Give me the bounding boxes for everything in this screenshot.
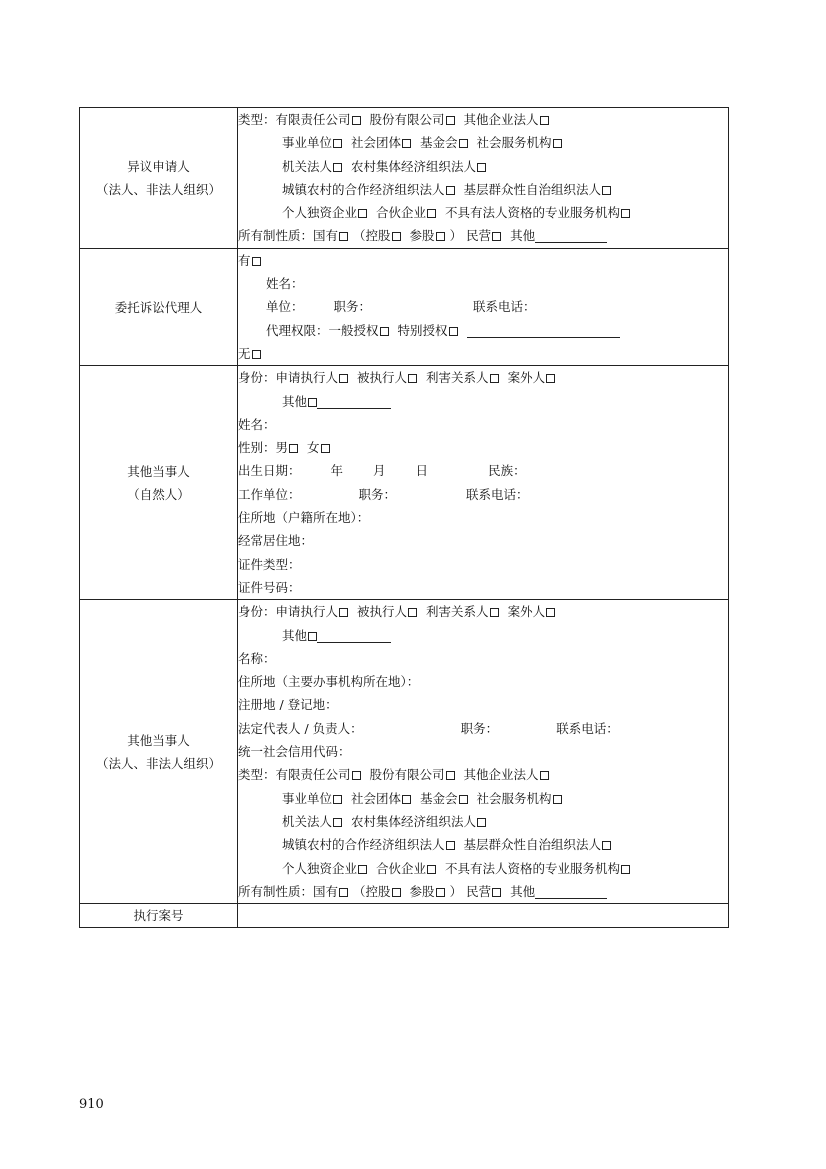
- person-domicile: 住所地（户籍所在地）：: [238, 510, 370, 526]
- ownership-state: 国有: [313, 883, 339, 899]
- checkbox[interactable]: [540, 771, 549, 780]
- agent-unit-row: [238, 295, 728, 318]
- identity-other: 其他: [282, 627, 308, 643]
- identity-option: 案外人: [508, 370, 561, 385]
- type-option: 机关法人: [282, 159, 347, 174]
- org-domicile: 住所地（主要办事机构所在地）：: [238, 674, 420, 690]
- type-option: 有限责任公司: [276, 767, 366, 782]
- org-type-row-4: [238, 857, 728, 880]
- applicant-type-row-4: [238, 201, 728, 224]
- checkbox[interactable]: [339, 608, 348, 617]
- type-option: 股份有限公司: [370, 112, 460, 127]
- ownership-private: 民营: [466, 228, 492, 244]
- ownership-prefix: 所有制性质：: [238, 228, 314, 244]
- checkbox[interactable]: [446, 186, 455, 195]
- person-id-number-row: [238, 576, 728, 599]
- type-option: 不具有法人资格的专业服务机构: [445, 861, 635, 876]
- org-type-row-2: [238, 810, 728, 833]
- type-option: 农村集体经济组织法人: [351, 814, 491, 829]
- identity-other-blank[interactable]: [317, 394, 391, 409]
- org-identity-row: [238, 600, 728, 623]
- agent-special: 特别授权: [397, 322, 448, 338]
- person-birth-row: [238, 459, 728, 482]
- objection-form-table: [79, 107, 729, 928]
- checkbox[interactable]: [308, 398, 317, 407]
- org-phone: 联系电话：: [556, 720, 619, 736]
- birth-month: 月: [373, 463, 386, 479]
- checkbox[interactable]: [333, 818, 342, 827]
- checkbox[interactable]: [459, 795, 468, 804]
- type-option: 机关法人: [282, 814, 347, 829]
- checkbox[interactable]: [436, 232, 445, 241]
- gender-prefix: 性别：: [238, 440, 276, 456]
- agent-authority-row: [238, 319, 728, 342]
- ownership-state: 国有: [313, 228, 339, 244]
- type-option: 个人独资企业: [282, 205, 372, 220]
- gender-female: 女: [307, 440, 320, 456]
- agent-name-row: [238, 272, 728, 295]
- applicant-org-content: [238, 108, 729, 249]
- type-option: 其他企业法人: [464, 767, 554, 782]
- id-number: 证件号码：: [238, 579, 301, 595]
- checkbox[interactable]: [553, 795, 562, 804]
- org-position: 职务：: [460, 720, 499, 736]
- checkbox[interactable]: [408, 374, 417, 383]
- identity-option: 被执行人: [357, 604, 422, 619]
- agent-content: [238, 248, 729, 365]
- type-option: 基金会: [420, 791, 473, 806]
- ownership-other-blank[interactable]: [535, 228, 607, 243]
- identity-prefix: 身份：: [238, 370, 276, 386]
- applicant-type-row-3: [238, 178, 728, 201]
- type-option: 农村集体经济组织法人: [351, 159, 491, 174]
- agent-yes-row: [238, 249, 728, 272]
- applicant-org-label: [80, 108, 238, 249]
- checkbox[interactable]: [333, 163, 342, 172]
- checkbox[interactable]: [621, 209, 630, 218]
- checkbox[interactable]: [289, 444, 298, 453]
- type-prefix: 类型：: [238, 767, 276, 783]
- org-type-row-3: [238, 833, 728, 856]
- party-person-label-line1: 其他当事人: [127, 463, 190, 479]
- party-person-label-line2: （自然人）: [127, 486, 190, 502]
- gender-male: 男: [275, 440, 289, 456]
- type-option: 社会服务机构: [477, 791, 567, 806]
- person-domicile-row: [238, 506, 728, 529]
- type-option: 基层群众性自治组织法人: [464, 182, 617, 197]
- checkbox[interactable]: [446, 116, 455, 125]
- ownership-minority: 参股: [409, 228, 435, 244]
- legal-rep: 法定代表人 / 负责人：: [238, 720, 363, 736]
- agent-position: 职务：: [333, 299, 372, 315]
- checkbox[interactable]: [459, 139, 468, 148]
- checkbox[interactable]: [477, 818, 486, 827]
- checkbox[interactable]: [449, 327, 458, 336]
- applicant-org-label-line1: 异议申请人: [127, 158, 190, 174]
- checkbox[interactable]: [352, 116, 361, 125]
- checkbox[interactable]: [352, 771, 361, 780]
- checkbox[interactable]: [436, 888, 445, 897]
- type-option: 城镇农村的合作经济组织法人: [282, 837, 460, 852]
- ownership-other-blank[interactable]: [535, 884, 607, 899]
- checkbox[interactable]: [540, 116, 549, 125]
- paren-open: （: [353, 883, 366, 899]
- paren-open: （: [353, 228, 366, 244]
- type-option: 事业单位: [282, 791, 347, 806]
- checkbox[interactable]: [446, 771, 455, 780]
- type-option: 城镇农村的合作经济组织法人: [282, 182, 460, 197]
- paren-close: ）: [449, 883, 463, 899]
- org-legal-rep-row: [238, 717, 728, 740]
- ethnicity: 民族：: [488, 463, 526, 479]
- identity-other: 其他: [282, 393, 308, 409]
- ownership-other: 其他: [510, 883, 536, 899]
- id-type: 证件类型：: [238, 556, 301, 572]
- org-identity-other-row: [238, 624, 728, 647]
- party-org-label: [80, 600, 238, 904]
- work-unit: 工作单位：: [238, 486, 301, 502]
- person-phone: 联系电话：: [466, 486, 529, 502]
- checkbox[interactable]: [402, 139, 411, 148]
- identity-option: 申请执行人: [276, 604, 354, 619]
- org-name: 名称：: [238, 650, 276, 666]
- org-credit-code-row: [238, 740, 728, 763]
- party-person-content: [238, 366, 729, 600]
- type-option: 事业单位: [282, 135, 347, 150]
- case-no-label: 执行案号: [80, 904, 238, 928]
- section-party-org: [80, 600, 729, 904]
- checkbox[interactable]: [492, 232, 501, 241]
- person-name: 姓名：: [238, 416, 276, 432]
- agent-general: 一般授权: [328, 322, 379, 338]
- checkbox[interactable]: [408, 608, 417, 617]
- type-option: 基层群众性自治组织法人: [464, 837, 617, 852]
- agent-no: 无: [238, 345, 251, 361]
- checkbox[interactable]: [602, 841, 611, 850]
- person-gender-row: [238, 436, 728, 459]
- checkbox[interactable]: [477, 163, 486, 172]
- agent-label: 委托诉讼代理人: [80, 248, 238, 365]
- person-position: 职务：: [358, 486, 397, 502]
- birth-day: 日: [415, 463, 429, 479]
- birth-year: 年: [330, 463, 344, 479]
- type-option: 基金会: [420, 135, 473, 150]
- party-org-label-line2: （法人、非法人组织）: [95, 755, 221, 771]
- org-registry-row: [238, 693, 728, 716]
- type-option: 合伙企业: [376, 205, 441, 220]
- checkbox[interactable]: [553, 139, 562, 148]
- type-option: 个人独资企业: [282, 861, 372, 876]
- checkbox[interactable]: [339, 374, 348, 383]
- applicant-type-row-1: [238, 131, 728, 154]
- ownership-holding: 控股: [365, 228, 391, 244]
- ownership-holding: 控股: [365, 883, 391, 899]
- type-option: 社会服务机构: [477, 135, 567, 150]
- checkbox[interactable]: [380, 327, 389, 336]
- section-case-no: [80, 904, 729, 928]
- org-type-row-1: [238, 787, 728, 810]
- checkbox[interactable]: [492, 888, 501, 897]
- checkbox[interactable]: [546, 374, 555, 383]
- applicant-ownership-row: [238, 224, 728, 247]
- org-ownership-row: [238, 880, 728, 903]
- case-no-field[interactable]: [238, 904, 729, 928]
- person-identity-other-row: [238, 390, 728, 413]
- person-identity-row: [238, 366, 728, 389]
- checkbox[interactable]: [308, 632, 317, 641]
- type-option: 社会团体: [351, 791, 416, 806]
- checkbox[interactable]: [546, 608, 555, 617]
- applicant-type-row-2: [238, 155, 728, 178]
- checkbox[interactable]: [490, 374, 499, 383]
- type-option: 合伙企业: [376, 861, 441, 876]
- agent-name: 姓名：: [266, 276, 304, 292]
- type-option: 社会团体: [351, 135, 416, 150]
- checkbox[interactable]: [321, 444, 330, 453]
- checkbox[interactable]: [358, 209, 367, 218]
- agent-phone: 联系电话：: [473, 299, 536, 315]
- credit-code: 统一社会信用代码：: [238, 744, 351, 760]
- checkbox[interactable]: [333, 139, 342, 148]
- party-person-label: [80, 366, 238, 600]
- agent-authority-blank[interactable]: [467, 323, 620, 338]
- agent-authority-prefix: 代理权限：: [266, 322, 329, 338]
- type-prefix: 类型：: [238, 112, 276, 127]
- identity-option: 利害关系人: [426, 604, 504, 619]
- person-residence: 经常居住地：: [238, 533, 314, 549]
- applicant-type-row-0: [238, 108, 728, 131]
- person-id-type-row: [238, 553, 728, 576]
- identity-other-blank[interactable]: [317, 628, 391, 643]
- checkbox[interactable]: [339, 232, 348, 241]
- party-org-label-line1: 其他当事人: [127, 732, 190, 748]
- checkbox[interactable]: [339, 888, 348, 897]
- agent-no-row: [238, 342, 728, 365]
- type-option: 股份有限公司: [370, 767, 460, 782]
- identity-prefix: 身份：: [238, 604, 276, 620]
- section-applicant-org: [80, 108, 729, 249]
- identity-option: 被执行人: [357, 370, 422, 385]
- checkbox[interactable]: [333, 795, 342, 804]
- birth-date: 出生日期：: [238, 463, 301, 479]
- checkbox[interactable]: [252, 350, 261, 359]
- type-option: 不具有法人资格的专业服务机构: [445, 205, 635, 220]
- agent-yes: 有: [238, 252, 251, 268]
- type-option: 其他企业法人: [464, 112, 554, 127]
- identity-option: 案外人: [508, 604, 561, 619]
- paren-close: ）: [449, 228, 463, 244]
- checkbox[interactable]: [427, 865, 436, 874]
- type-option: 有限责任公司: [276, 112, 366, 127]
- person-name-row: [238, 413, 728, 436]
- ownership-private: 民营: [466, 883, 492, 899]
- checkbox[interactable]: [490, 608, 499, 617]
- checkbox[interactable]: [446, 841, 455, 850]
- identity-option: 申请执行人: [276, 370, 354, 385]
- checkbox[interactable]: [392, 888, 401, 897]
- checkbox[interactable]: [358, 865, 367, 874]
- page-number: 910: [79, 1097, 104, 1112]
- org-registry: 注册地 / 登记地：: [238, 697, 338, 713]
- identity-option: 利害关系人: [426, 370, 504, 385]
- agent-unit: 单位：: [266, 299, 304, 315]
- checkbox[interactable]: [621, 865, 630, 874]
- applicant-org-label-line2: （法人、非法人组织）: [95, 181, 221, 197]
- ownership-other: 其他: [510, 228, 536, 244]
- party-org-content: [238, 600, 729, 904]
- checkbox[interactable]: [392, 232, 401, 241]
- checkbox[interactable]: [427, 209, 436, 218]
- checkbox[interactable]: [602, 186, 611, 195]
- checkbox[interactable]: [252, 257, 261, 266]
- org-type-row-0: [238, 763, 728, 786]
- org-name-row: [238, 647, 728, 670]
- section-agent: [80, 248, 729, 365]
- ownership-prefix: 所有制性质：: [238, 883, 314, 899]
- checkbox[interactable]: [402, 795, 411, 804]
- org-domicile-row: [238, 670, 728, 693]
- section-party-person: [80, 366, 729, 600]
- person-residence-row: [238, 529, 728, 552]
- person-work-row: [238, 483, 728, 506]
- ownership-minority: 参股: [409, 883, 435, 899]
